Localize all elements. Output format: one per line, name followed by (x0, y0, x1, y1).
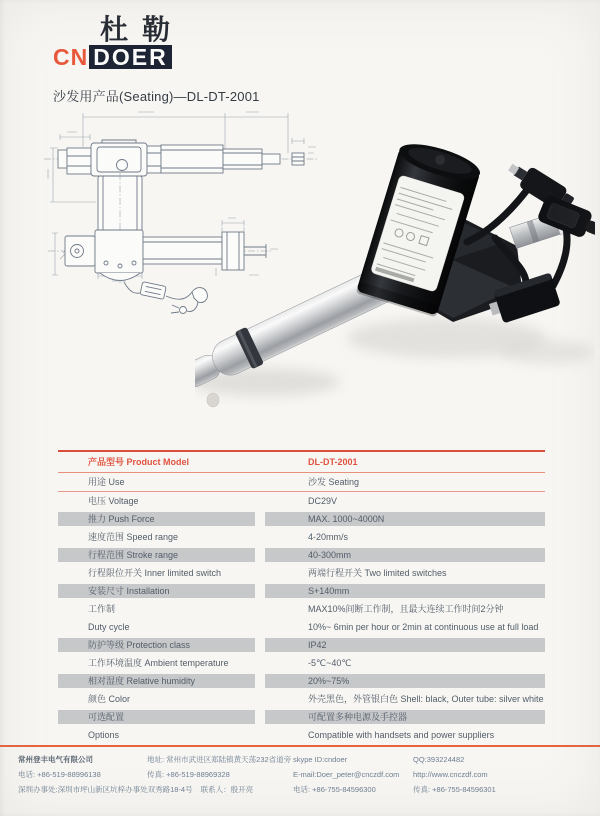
spec-value: 两端行程开关 Two limited switches (308, 568, 447, 578)
company-name: 常州登丰电气有限公司 (18, 755, 93, 764)
spec-label: 安装尺寸 Installation (58, 584, 255, 598)
footer-row-3 (18, 782, 592, 797)
column-gap (255, 475, 265, 489)
column-gap (255, 602, 265, 616)
spec-label: 行程限位开关 Inner limited switch (88, 568, 222, 578)
table-row (58, 582, 545, 600)
phone-shenzhen: 电话: +86-755-84596300 (293, 785, 376, 794)
column-gap (255, 656, 265, 670)
spec-label: 行程范围 Stroke range (58, 548, 255, 562)
spec-value: 沙发 Seating (308, 477, 360, 487)
spec-header-label: 产品型号 Product Model (88, 457, 189, 467)
column-gap (255, 674, 265, 688)
spec-value: Compatible with handsets and power suppliers (308, 730, 495, 740)
spec-table-header (58, 452, 545, 473)
logo-chinese-characters: 杜勒 (100, 14, 185, 45)
spec-value: 10%~ 6min per hour or 2min at continuous use at full load (308, 622, 539, 632)
table-row (58, 618, 545, 636)
column-gap (255, 584, 265, 598)
spec-table-rows (58, 473, 545, 744)
company-address: 地址: 常州市武进区郑陆镇黄天荡232省道旁 (147, 755, 292, 764)
email: E-mail:Doer_peter@cnczdf.com (293, 770, 400, 779)
branch-address: 深圳办事处:深圳市坪山新区坑梓办事处双秀路18-4号 (18, 785, 193, 794)
table-row (58, 473, 545, 492)
spec-header-value: DL-DT-2001 (308, 457, 358, 467)
spec-label: 相对湿度 Relative humidity (58, 674, 255, 688)
fax-changzhou: 传真: +86-519-88969328 (147, 770, 230, 779)
footer-row-2 (18, 767, 592, 782)
logo-cn-text: CN (53, 44, 89, 70)
table-row (58, 690, 545, 708)
column-gap (255, 455, 265, 469)
spec-value: IP42 (265, 638, 545, 652)
table-row (58, 600, 545, 618)
spec-label: 防护等级 Protection class (58, 638, 255, 652)
logo-brand (53, 45, 172, 69)
column-gap (255, 620, 265, 634)
spec-label: Duty cycle (88, 622, 130, 632)
spec-table (58, 450, 545, 744)
branch-office (18, 782, 293, 797)
spec-value: 4-20mm/s (308, 532, 349, 542)
table-row (58, 654, 545, 672)
spec-value: MAX. 1000~4000N (265, 512, 545, 526)
spec-label: 工作环境温度 Ambient temperature (88, 658, 229, 668)
spec-value: MAX10%间断工作制，且最大连续工作时间2分钟 (308, 604, 504, 614)
column-gap (255, 566, 265, 580)
footer-row-1 (18, 752, 592, 767)
spec-value: S+140mm (265, 584, 545, 598)
table-row (58, 726, 545, 744)
logo-doer-text: DOER (89, 45, 171, 69)
qq-number: QQ:393224482 (413, 755, 465, 764)
spec-label: 速度范围 Speed range (88, 532, 179, 542)
spec-value: 20%~75% (265, 674, 545, 688)
column-gap (255, 512, 265, 526)
product-photo (195, 110, 595, 410)
company-logo (45, 16, 265, 76)
phone-changzhou: 电话: +86-519-88996138 (18, 770, 101, 779)
spec-label: 用途 Use (88, 477, 125, 487)
skype-id: skype ID:cndoer (293, 755, 348, 764)
column-gap (255, 728, 265, 742)
debris-speck (207, 393, 219, 407)
table-row (58, 510, 545, 528)
table-row (58, 636, 545, 654)
table-row (58, 528, 545, 546)
page-title: 沙发用产品(Seating)—DL-DT-2001 (53, 89, 260, 104)
spec-label: 颜色 Color (88, 694, 131, 704)
spec-value: -5℃~40℃ (308, 658, 352, 668)
column-gap (255, 692, 265, 706)
footer-divider (0, 745, 600, 747)
fax-shenzhen: 传真: +86-755-84596301 (413, 785, 496, 794)
column-gap (255, 530, 265, 544)
table-row (58, 672, 545, 690)
column-gap (255, 710, 265, 724)
spec-label: 推力 Push Force (58, 512, 255, 526)
table-row (58, 492, 545, 510)
table-row (58, 708, 545, 726)
table-row (58, 546, 545, 564)
website-url: http://www.cnczdf.com (413, 770, 488, 779)
column-gap (255, 494, 265, 508)
spec-value: 40-300mm (265, 548, 545, 562)
spec-label: 工作制 (88, 604, 116, 614)
spec-label: 电压 Voltage (88, 496, 139, 506)
spec-value: 外壳黑色，外管银白色 Shell: black, Outer tube: silver white (308, 694, 544, 704)
footer (18, 752, 592, 797)
column-gap (255, 548, 265, 562)
table-row (58, 564, 545, 582)
spec-label: 可选配置 (58, 710, 255, 724)
spec-value: 可配置多种电源及手控器 (265, 710, 545, 724)
contact-person: 联系人：殷开亮 (200, 785, 254, 794)
spec-label: Options (88, 730, 120, 740)
column-gap (255, 638, 265, 652)
spec-value: DC29V (308, 496, 338, 506)
